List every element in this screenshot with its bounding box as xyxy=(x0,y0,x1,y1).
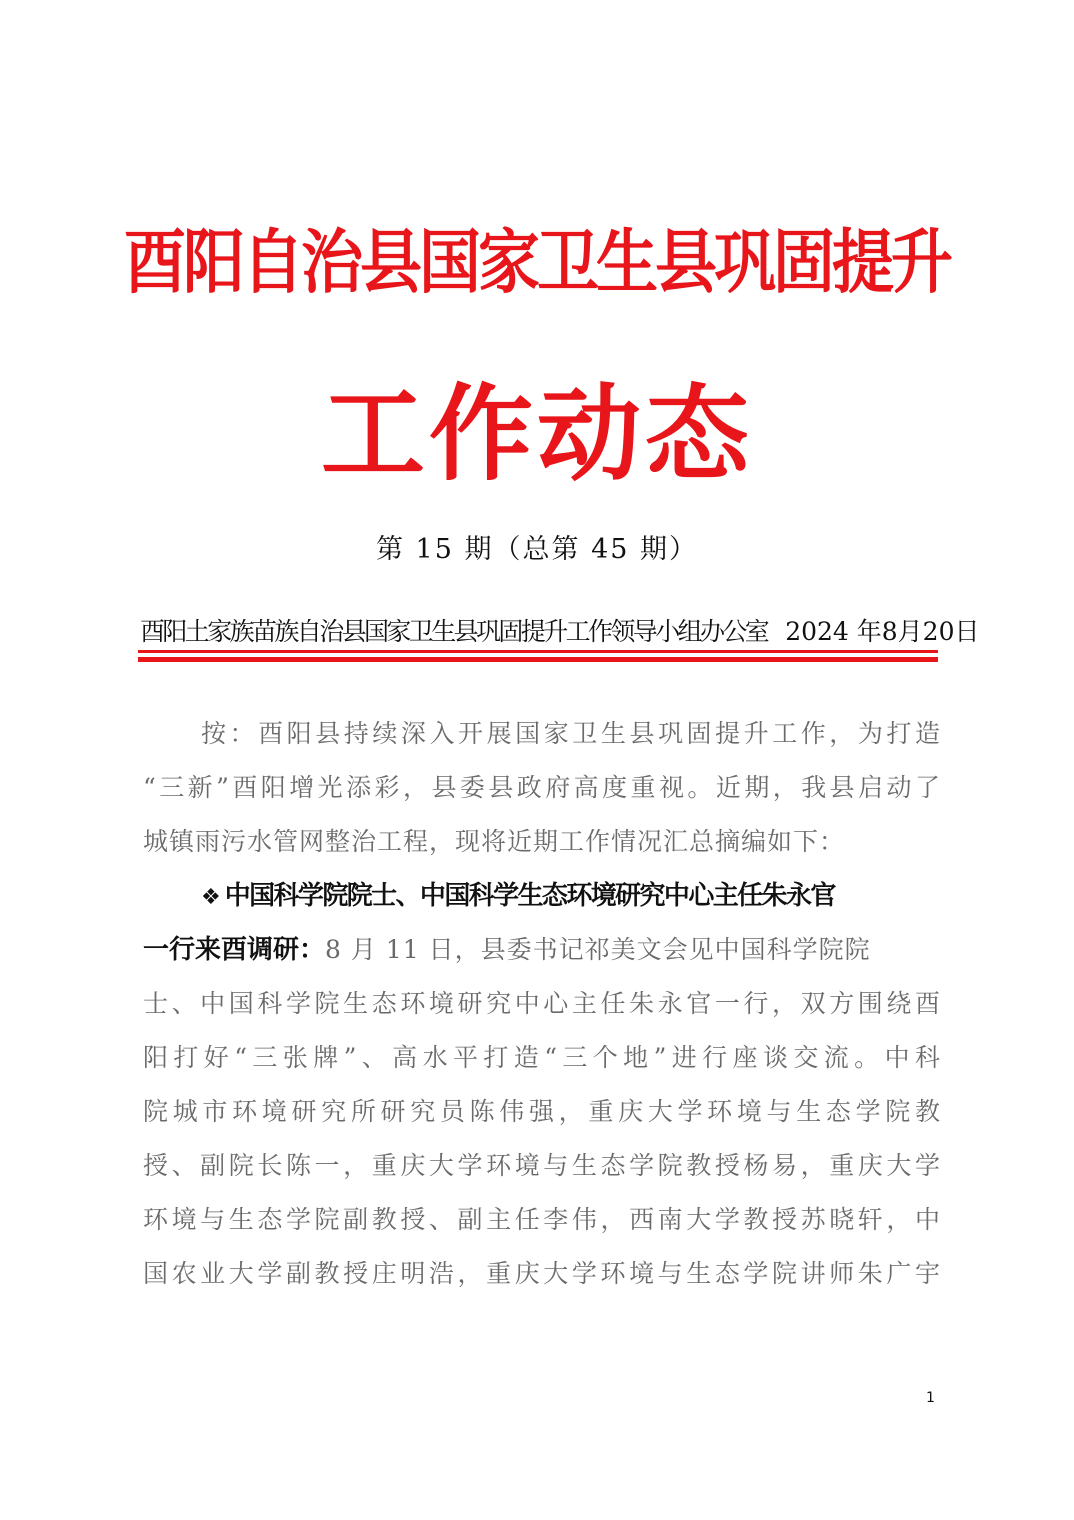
header-divider-thick xyxy=(138,657,938,662)
issue-date: 2024 年8月20日 xyxy=(785,617,980,646)
news-heading-line xyxy=(143,874,941,928)
intro-line: 按：酉阳县持续深入开展国家卫生县巩固提升工作，为打造 xyxy=(201,719,941,748)
news-body-line: 8 月 11 日，县委书记祁美文会见中国科学院院 xyxy=(325,935,871,964)
news-body-line: 国农业大学副教授庄明浩，重庆大学环境与生态学院讲师朱广宇 xyxy=(143,1259,941,1288)
issuer-line xyxy=(140,612,980,648)
document-body xyxy=(143,712,941,1306)
issuer-name: 酉阳土家族苗族自治县国家卫生县巩固提升工作领导小组办公室 xyxy=(140,617,768,646)
document-title-line1: 酉阳自治县国家卫生县巩固提升 xyxy=(123,221,950,303)
news-body-line: 士、中国科学院生态环境研究中心主任朱永官一行，双方围绕酉 xyxy=(143,989,941,1018)
news-body-line: 环境与生态学院副教授、副主任李伟，西南大学教授苏晓轩，中 xyxy=(143,1205,941,1234)
intro-line: “三新”酉阳增光添彩，县委县政府高度重视。近期，我县启动了 xyxy=(143,773,941,802)
news-heading-continuation xyxy=(143,928,941,982)
news-heading-tail: 一行来酉调研： xyxy=(143,935,326,965)
news-body-line: 阳打好“三张牌”、高水平打造“三个地”进行座谈交流。中科 xyxy=(143,1043,941,1072)
page-number: 1 xyxy=(926,1390,935,1406)
document-title-line2: 工作动态 xyxy=(320,372,753,495)
header-divider-thin xyxy=(138,650,938,653)
news-heading: 中国科学院院士、中国科学生态环境研究中心主任朱永官 xyxy=(224,881,835,911)
news-body-line: 授、副院长陈一，重庆大学环境与生态学院教授杨易，重庆大学 xyxy=(143,1151,941,1180)
news-body-line: 院城市环境研究所研究员陈伟强，重庆大学环境与生态学院教 xyxy=(143,1097,941,1126)
issue-number: 第 15 期（总第 45 期） xyxy=(375,534,699,565)
intro-line: 城镇雨污水管网整治工程，现将近期工作情况汇总摘编如下： xyxy=(143,827,846,856)
diamond-bullet-icon: ❖ xyxy=(201,885,221,910)
